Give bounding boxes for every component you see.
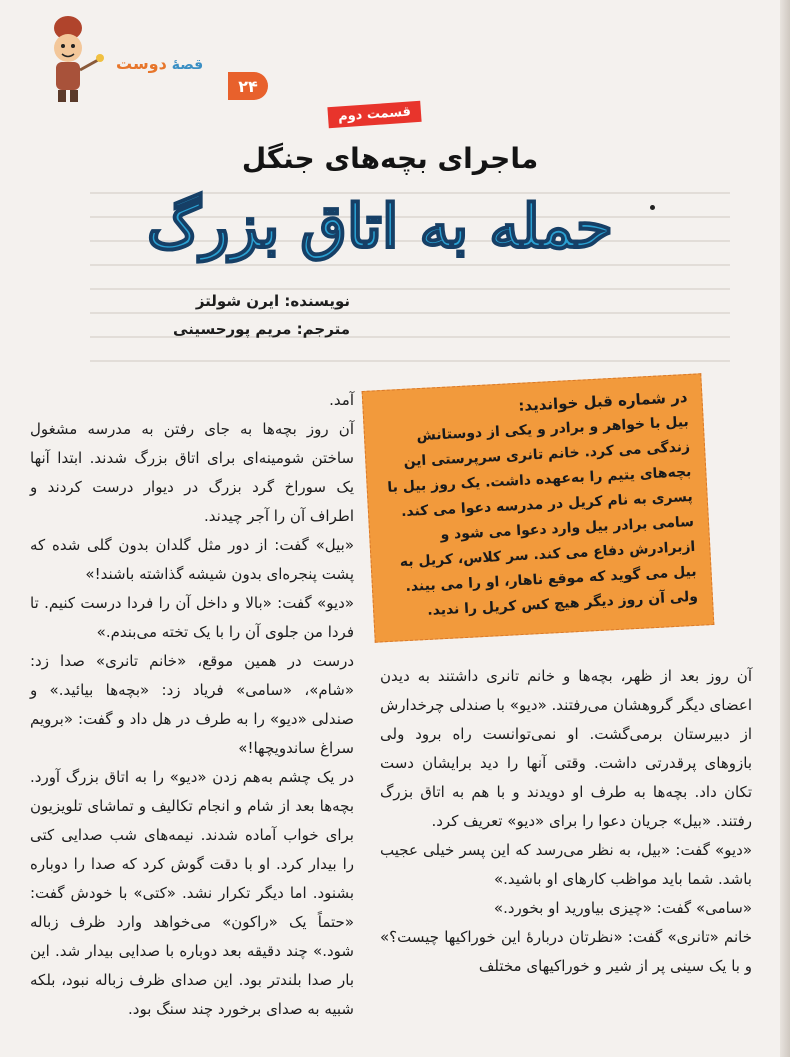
brand-label: قصهٔ [171,57,204,73]
paragraph: خانم «تانری» گفت: «نظرتان دربارهٔ این خوراکیها چیست؟» و با یک سینی پر از شیر و خوراکیهای مختلف [380,928,752,975]
page-header [0,0,790,110]
part-tag: قسمت دوم [327,101,421,128]
left-column [30,386,354,1024]
author-credit: نویسنده: ایرن شولتز [195,292,350,310]
paragraph: درست در همین موقع، «خانم تانری» صدا زد: «شام»، «سامی» فریاد زد: «بچه‌ها بیائید.» و صندلی «دیو» را به طرف در هل داد و گفت: «برویم سراغ ساندویچها!» [30,652,354,757]
right-column [380,662,752,981]
paragraph: در یک چشم به‌هم زدن «دیو» را به اتاق بزرگ آورد. بچه‌ها بعد از شام و انجام تکالیف و تماشای تلویزیون برای خواب آماده شدند. نیمه‌های شب صدایی کتی را بیدار کرد. او با دقت گوش کرد که صدا را دوباره بشنود. اما دیگر تکرار نشد. «کتی» با خودش گفت: «حتماً یک «راکون» می‌خواهد وارد ظرف زباله شود.» چند دقیقه بعد دوباره با صدایی بیدار شد. این بار صدا بلندتر بود. این صدای ظرف زباله نبود، بلکه شبیه به صدای برخورد چند سنگ بود. [30,768,354,1018]
paragraph: آن روز بچه‌ها به جای رفتن به مدرسه مشغول ساختن شومینه‌ای برای اتاق بزرگ شدند. ابتدا آنها یک سوراخ گرد بزرگ در دیوار درست کردند و اطراف آن را آجر چیدند. [30,420,354,525]
story-title: حمله به اتاق بزرگ [146,192,614,262]
paragraph: «دیو» گفت: «بالا و داخل آن را فردا درست کنیم. تا فردا من جلوی آن را با یک تخته می‌بندم.» [30,594,354,641]
summary-title: در شماره قبل خواندید: [517,388,688,415]
title-dot [650,205,655,210]
paragraph: «دیو» گفت: «بیل، به نظر می‌رسد که این پسر خیلی عجیب باشد. شما باید مواظب کارهای او باشید.» [380,841,752,888]
page-edge [780,0,790,1057]
magazine-brand [112,54,203,73]
paragraph: «سامی» گفت: «چیزی بیاورید او بخورد.» [493,899,752,917]
paragraph: «بیل» گفت: از دور مثل گلدان بدون گلی شده که پشت پنجره‌ای بدون شیشه گذاشته باشند!» [30,536,354,583]
series-title: ماجرای بچه‌های جنگل [241,142,539,175]
paragraph: آن روز بعد از ظهر، بچه‌ها و خانم تانری داشتند به دیدن اعضای دیگر گروهشان می‌رفتند. «دیو» با صندلی چرخدارش از دبیرستان برمی‌گشت. او نمی‌توانست راه برود ولی بازوهای پرقدرتی داشت. وقتی آنها را دید برایشان دست تکان داد. بچه‌ها به طرف او دویدند و با هم به اتاق بزرگ رفتند. «بیل» جریان دعوا را برای «دیو» تعریف کرد. [380,667,752,830]
brand-word: دوست [116,54,167,73]
paragraph: آمد. [329,391,354,409]
previous-summary-box [362,373,715,642]
page-number-badge: ۲۴ [228,72,268,100]
mascot-illustration [32,14,110,106]
translator-credit: مترجم: مریم پورحسینی [173,320,350,338]
summary-text: بیل با خواهر و برادر و یکی از دوستانش زندگی می کرد. خانم تانری سرپرستی این بچه‌های یتیم را به‌عهده داشت. یک روز بیل با پسری به نام کریل در مدرسه دعوا می کند. سامی برادر بیل وارد دعوا می شود و ازبرادرش دفاع می کند. سر کلاس، کریل به بیل می گوید که موقع ناهار، او را می بیند. ولی آن روز دیگر هیچ کس کریل را ندید. [386,414,699,619]
